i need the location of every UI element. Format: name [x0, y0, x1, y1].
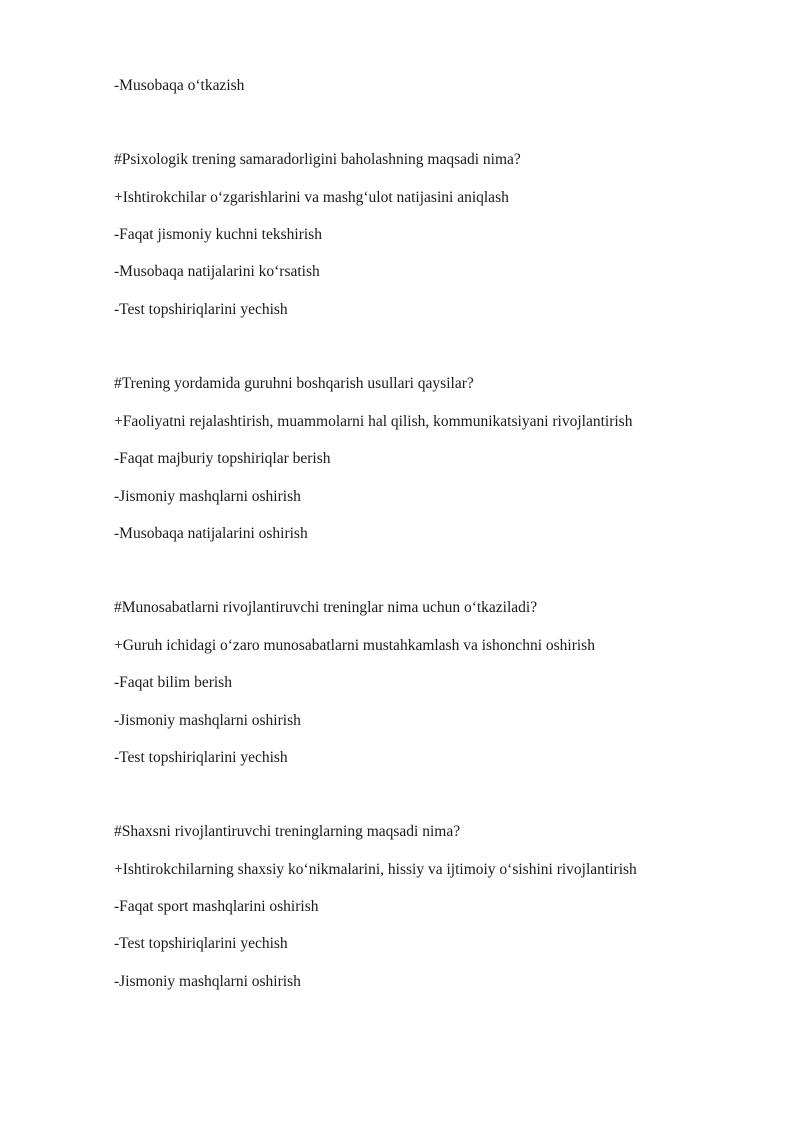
answer-option: -Test topshiriqlarini yechish	[114, 749, 288, 766]
answer-option: -Faqat bilim berish	[114, 674, 232, 691]
correct-answer-option: +Ishtirokchilar o‘zgarishlarini va mashg‘ulot natijasini aniqlash	[114, 189, 509, 206]
question-text: #Shaxsni rivojlantiruvchi treninglarning maqsadi nima?	[114, 823, 461, 840]
answer-option: -Faqat sport mashqlarini oshirish	[114, 898, 319, 915]
answer-option: -Test topshiriqlarini yechish	[114, 301, 288, 318]
answer-option: -Faqat jismoniy kuchni tekshirish	[114, 226, 322, 243]
answer-option: -Musobaqa natijalarini oshirish	[114, 525, 308, 542]
question-text: #Trening yordamida guruhni boshqarish usullari qaysilar?	[114, 375, 474, 392]
answer-option: -Musobaqa o‘tkazish	[114, 77, 245, 94]
answer-option: -Faqat majburiy topshiriqlar berish	[114, 450, 331, 467]
answer-option: -Jismoniy mashqlarni oshirish	[114, 712, 301, 729]
answer-option: -Jismoniy mashqlarni oshirish	[114, 488, 301, 505]
answer-option: -Jismoniy mashqlarni oshirish	[114, 973, 301, 990]
correct-answer-option: +Ishtirokchilarning shaxsiy ko‘nikmalarini, hissiy va ijtimoiy o‘sishini rivojlantirish	[114, 861, 637, 878]
answer-option: -Test topshiriqlarini yechish	[114, 935, 288, 952]
question-text: #Psixologik trening samaradorligini baholashning maqsadi nima?	[114, 151, 521, 168]
question-text: #Munosabatlarni rivojlantiruvchi treninglar nima uchun o‘tkaziladi?	[114, 599, 538, 616]
correct-answer-option: +Faoliyatni rejalashtirish, muammolarni hal qilish, kommunikatsiyani rivojlantirish	[114, 413, 633, 430]
correct-answer-option: +Guruh ichidagi o‘zaro munosabatlarni mustahkamlash va ishonchni oshirish	[114, 637, 595, 654]
answer-option: -Musobaqa natijalarini ko‘rsatish	[114, 263, 320, 280]
